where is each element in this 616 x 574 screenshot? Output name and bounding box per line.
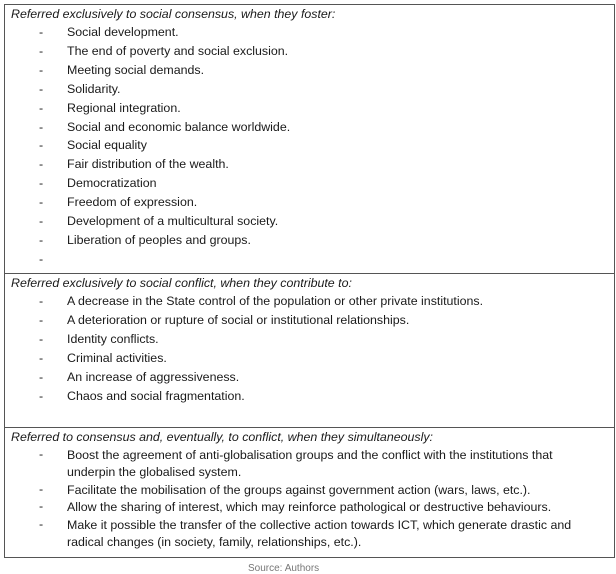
bullet-dash: -: [39, 25, 44, 39]
list-item: - Make it possible the transfer of the collective action towards ICT, which generate drastic and radical changes (in society, family, relationships, etc.).: [39, 517, 572, 549]
bullet-dash: -: [39, 195, 44, 210]
bullet-dash: -: [39, 81, 44, 96]
bullet-dash: -: [39, 294, 44, 308]
list-item: - Liberation of peoples and groups.: [5, 231, 614, 250]
list-item: - Solidarity.: [5, 80, 614, 99]
bullet-dash: -: [39, 251, 44, 266]
item-list: [5, 23, 614, 266]
bullet-dash: -: [39, 232, 44, 247]
bullet-dash: -: [39, 517, 44, 532]
list-item: - Fair distribution of the wealth.: [5, 155, 614, 174]
list-item: - Allow the sharing of interest, which may reinforce pathological or destructive behaviours.: [39, 499, 552, 515]
bullet-dash: -: [39, 138, 44, 153]
list-item: - Regional integration.: [5, 99, 614, 118]
list-item: - Criminal activities.: [5, 349, 614, 368]
list-item: - Identity conflicts.: [5, 330, 614, 349]
list-item: - A deterioration or rupture of social or institutional relationships.: [5, 311, 614, 330]
content-table: [4, 4, 615, 558]
bullet-dash: -: [39, 312, 44, 327]
item-list: [5, 292, 614, 405]
list-item: - Freedom of expression.: [5, 193, 614, 212]
list-item: - Social and economic balance worldwide.: [5, 118, 614, 137]
bullet-dash: -: [39, 62, 44, 77]
list-item: - An increase of aggressiveness.: [5, 368, 614, 387]
bullet-dash: -: [39, 369, 44, 384]
bullet-dash: -: [39, 481, 44, 496]
list-item: - Chaos and social fragmentation.: [5, 387, 614, 406]
bullet-dash: -: [39, 447, 44, 461]
list-item: - The end of poverty and social exclusion.: [5, 42, 614, 61]
source-caption: Source: Authors: [248, 563, 320, 574]
bullet-dash: -: [39, 119, 44, 134]
bullet-dash: -: [39, 214, 44, 229]
bullet-dash: -: [39, 100, 44, 115]
section-heading: Referred to consensus and, eventually, to conflict, when they simultaneously:: [11, 430, 433, 444]
bullet-dash: -: [39, 176, 44, 191]
list-item: - Social equality: [5, 136, 614, 155]
section-social-consensus: [5, 5, 614, 273]
bullet-dash: -: [39, 499, 44, 514]
section-heading: Referred exclusively to social consensus, when they foster:: [11, 7, 336, 21]
bullet-dash: -: [39, 388, 44, 403]
list-item: - Meeting social demands.: [5, 61, 614, 80]
section-consensus-and-conflict: [5, 427, 614, 557]
list-item: - Social development.: [5, 23, 614, 42]
list-item: - Democratization: [5, 174, 614, 193]
bullet-dash: -: [39, 350, 44, 365]
bullet-dash: -: [39, 157, 44, 172]
bullet-dash: -: [39, 331, 44, 346]
section-social-conflict: [5, 273, 614, 427]
section-heading: Referred exclusively to social conflict, when they contribute to:: [11, 276, 352, 290]
bullet-dash: -: [39, 43, 44, 58]
list-item: - Development of a multicultural society.: [5, 212, 614, 231]
list-item: - Facilitate the mobilisation of the groups against government action (wars, laws, etc.).: [39, 481, 531, 497]
item-list: [5, 446, 614, 551]
list-item: - Boost the agreement of anti-globalisation groups and the conflict with the institutions that underpin the globalised system.: [39, 447, 553, 479]
list-item: - A decrease in the State control of the population or other private institutions.: [5, 292, 614, 311]
